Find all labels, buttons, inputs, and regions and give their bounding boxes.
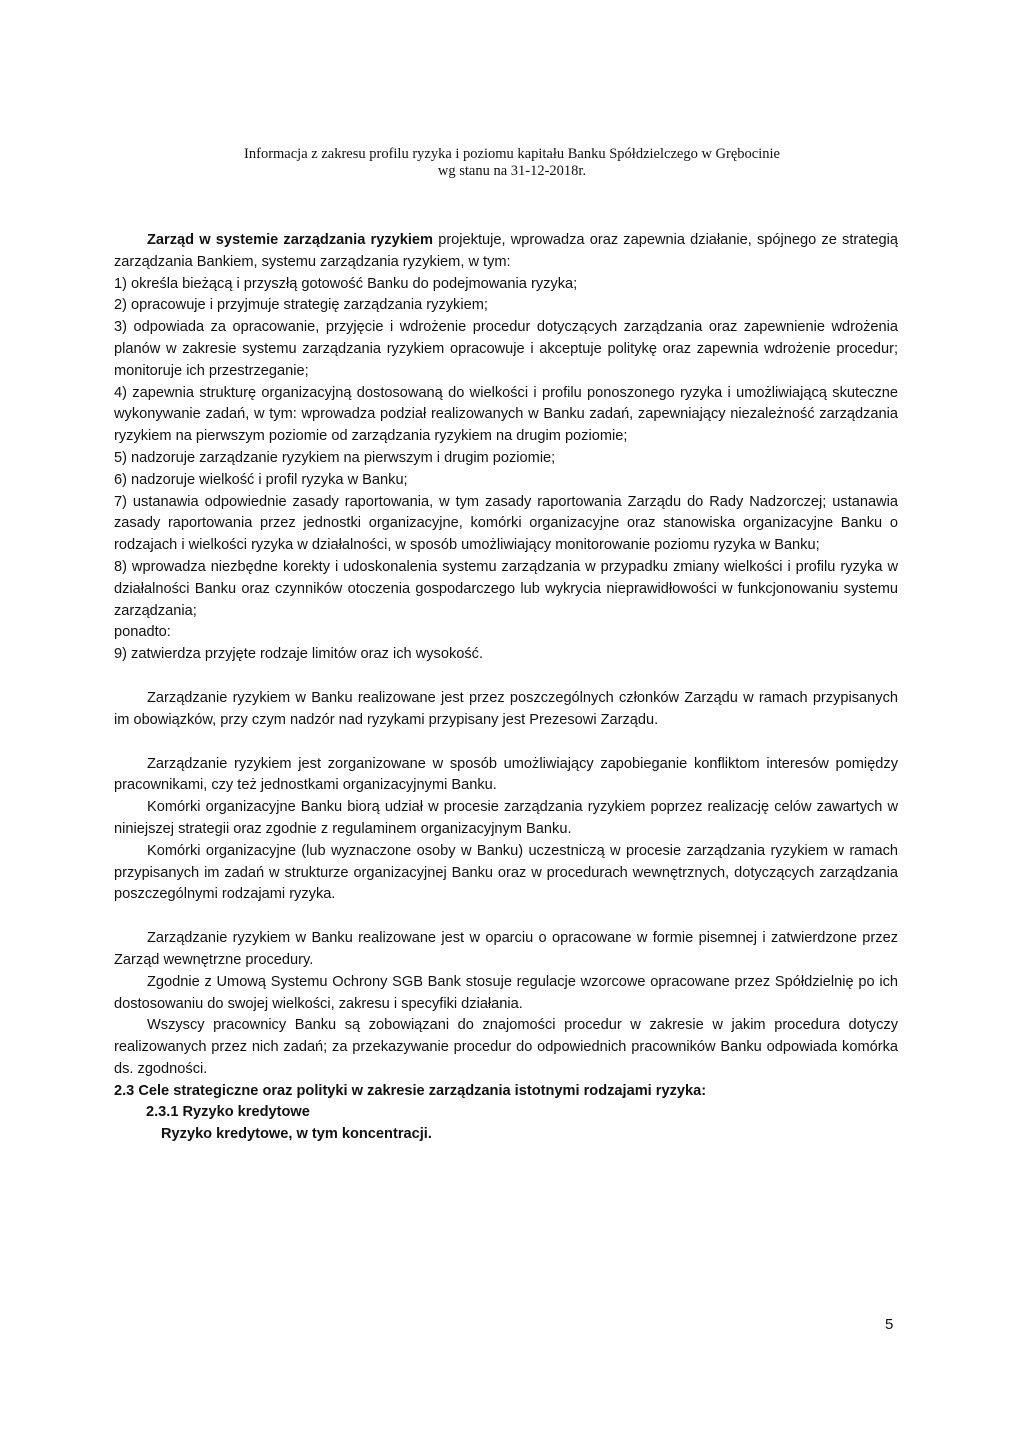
duty-item: 4) zapewnia strukturę organizacyjną dostosowaną do wielkości i profilu ponoszonego ryzyka i umożliwiającą skuteczne wykonywanie zadań, w tym: wprowadza podział realizowanych w Banku zadań, zapewniający niezależność zarządzania ryzykiem na pierwszym poziomie od zarządzania ryzykiem na drugim poziomie; xyxy=(114,384,898,445)
section-heading-2-3-1: 2.3.1 Ryzyko kredytowe xyxy=(146,1104,310,1121)
header-title: Informacja z zakresu profilu ryzyka i poziomu kapitału Banku Spółdzielczego w Grębocinie xyxy=(244,146,780,162)
section-heading-2-3: 2.3 Cele strategiczne oraz polityki w zakresie zarządzania istotnymi rodzajami ryzyka: xyxy=(114,1082,707,1099)
duty-item: 7) ustanawia odpowiednie zasady raportowania, w tym zasady raportowania Zarządu do Rady Nadzorczej; ustanawia zasady raportowania przez jednostki organizacyjne, komórki organizacyjne oraz stanowiska organizacyjne Banku o rodzajach i wielkości ryzyka w działalności, w sposób umożliwiający monitorowanie poziomu ryzyka w Banku; xyxy=(114,493,898,554)
paragraph-procedures: Zarządzanie ryzykiem w Banku realizowane jest w oparciu o opracowane w formie pisemnej i zatwierdzone przez Zarząd wewnętrzne procedury. xyxy=(114,930,898,968)
header-date: wg stanu na 31-12-2018r. xyxy=(437,163,587,179)
paragraph-conflicts: Zarządzanie ryzykiem jest zorganizowane w sposób umożliwiający zapobieganie konfliktom interesów pomiędzy pracownikami, czy też jednostkami organizacyjnymi Banku. xyxy=(114,755,898,794)
duty-item: 6) nadzoruje wielkość i profil ryzyka w Banku; xyxy=(114,471,408,488)
duty-item: 9) zatwierdza przyjęte rodzaje limitów oraz ich wysokość. xyxy=(114,646,484,663)
duty-item: 5) nadzoruje zarządzanie ryzykiem na pierwszym i drugim poziomie; xyxy=(114,449,556,466)
paragraph-units-tasks: Komórki organizacyjne (lub wyznaczone osoby w Banku) uczestniczą w procesie zarządzania ryzykiem w ramach przypisanych im zadań w strukturze organizacyjnej Banku oraz w procedurach wewnętrznych, dotyczących zarządzania poszczególnymi rodzajami ryzyka. xyxy=(114,842,898,903)
paragraph-responsibility: Zarządzanie ryzykiem w Banku realizowane jest przez poszczególnych członków Zarządu w ramach przypisanych im obowiązków, przy czym nadzór nad ryzykami przypisany jest Prezesowi Zarządu. xyxy=(114,689,898,728)
duty-item: 3) odpowiada za opracowanie, przyjęcie i wdrożenie procedur dotyczących zarządzania oraz zapewnienie wdrożenia planów w zakresie systemu zarządzania ryzykiem opracowuje i akceptuje politykę oraz zapewnia wdrożenie procedur; monitoruje ich przestrzeganie; xyxy=(114,319,898,379)
intro-paragraph xyxy=(114,230,898,274)
paragraph-units: Komórki organizacyjne Banku biorą udział w procesie zarządzania ryzykiem poprzez realizację celów zawartych w niniejszej strategii oraz zgodnie z regulaminem organizacyjnym Banku. xyxy=(114,799,898,837)
duty-item: 8) wprowadza niezbędne korekty i udoskonalenia systemu zarządzania w przypadku zmiany wielkości i profilu ryzyka w działalności Banku oraz czynników otoczenia gospodarczego lub wykrycia nieprawidłowości w funkcjonowaniu systemu zarządzania; xyxy=(114,558,898,619)
duty-item: 1) określa bieżącą i przyszłą gotowość Banku do podejmowania ryzyka; xyxy=(114,275,578,292)
paragraph-sgb: Zgodnie z Umową Systemu Ochrony SGB Bank stosuje regulacje wzorcowe opracowane przez Spółdzielnię po ich dostosowaniu do swojej wielkości, zakresu i specyfiki działania. xyxy=(114,973,898,1012)
intro-bold-lead: Zarząd w systemie zarządzania ryzykiem xyxy=(147,232,434,248)
page-number: 5 xyxy=(885,1316,894,1333)
ponadto-label: ponadto: xyxy=(114,624,171,641)
document-body xyxy=(114,230,898,1146)
subheading-credit-risk: Ryzyko kredytowe, w tym koncentracji. xyxy=(161,1126,432,1143)
intro-rest: projektuje, wprowadza oraz zapewnia działanie, spójnego ze strategią zarządzania Bankiem, systemu zarządzania ryzykiem, w tym: xyxy=(114,232,898,270)
duty-item: 2) opracowuje i przyjmuje strategię zarządzania ryzykiem; xyxy=(114,297,488,314)
paragraph-employees: Wszyscy pracownicy Banku są zobowiązani do znajomości procedur w zakresie w jakim procedura dotyczy realizowanych przez nich zadań; za przekazywanie procedur do odpowiednich pracowników Banku odpowiada komórka ds. zgodności. xyxy=(114,1017,898,1077)
document-header xyxy=(0,146,1024,180)
